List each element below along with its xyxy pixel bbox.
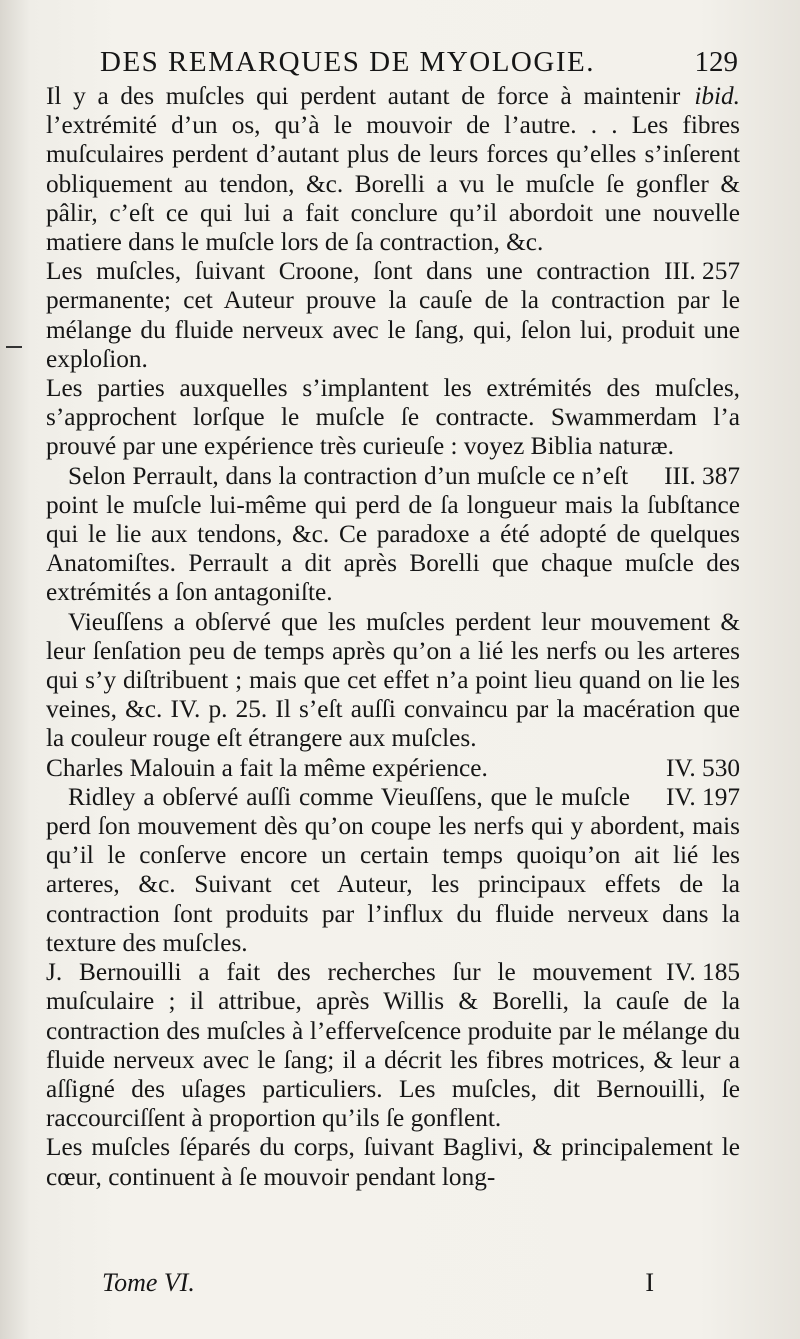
reference: IV. 530: [665, 753, 740, 782]
page-header: [100, 46, 740, 82]
reference: ibid.: [694, 82, 740, 110]
paragraph-text: Vieuſſens a obſervé que les muſcles perdent leur mouvement & leur ſenſation peu de temps après qu’on a lié les nerfs ou les arteres qui s’y diſtribuent ; mais que cet effet n’a point lieu quand on lie les veines, &c. IV. p. 25. Il s’eſt auſſi convaincu par la macération que la couleur rouge eſt étrangere aux muſcles.: [46, 607, 740, 753]
paragraph-text: J. Bernouilli a fait des recherches ſur le mouvement muſculaire ; il attribue, après Willis & Borelli, la cauſe de la contraction des muſcles à l’effervеſcence produite par le mélange du fluide nerveux avec le ſang; il a décrit les fibres motrices, & leur a aſſigné des uſages particuliers. Les muſcles, dit Bernouilli, ſe raccourciſſent à proportion qu’ils ſe gonflent.: [46, 958, 740, 1133]
paragraph-6: [46, 754, 740, 783]
body-text: [46, 82, 740, 1192]
gathering-mark: I: [645, 1268, 654, 1297]
reference: III. 387: [664, 461, 740, 490]
paragraph-5: [46, 608, 740, 754]
paragraph-2: [46, 257, 740, 374]
paragraph-text: Les muſcles, ſuivant Croone, ſont dans une contraction permanente; cet Auteur prouve la cauſe de la contraction par le mélange du fluide nerveux avec le ſang, qui, ſelon lui, produit une exploſion.: [46, 257, 740, 373]
paragraph-text: Ridley a obſervé auſſi comme Vieuſſens, que le muſcle perd ſon mouvement dès qu’on coupe les nerfs qui y abordent, mais qu’il le conſerve encore un certain temps quoiqu’on ait lié les arteres, &c. Suivant cet Auteur, les principaux effets de la contraction ſont produits par l’influx du fluide nerveux dans la texture des muſcles.: [46, 782, 740, 957]
paragraph-8: [46, 958, 740, 1133]
page-footer: [46, 1268, 740, 1302]
paragraph-text: Les parties auxquelles s’implantent les extrémités des muſcles, s’approchent lorſque le muſcle ſe contracte. Swammerdam l’a prouvé par une expérience très curieuſe : voyez Biblia naturæ.: [46, 374, 740, 461]
reference: III. 257: [664, 257, 740, 286]
volume-signature: Tome VI.: [102, 1268, 195, 1297]
paragraph-7: [46, 783, 740, 958]
paragraph-text: Les muſcles ſéparés du corps, ſuivant Baglivi, & principalement le cœur, continuent à ſe mouvoir pendant long-: [46, 1133, 740, 1191]
paragraph-4: [46, 462, 740, 608]
paragraph-3: [46, 374, 740, 462]
paragraph-text: Selon Perrault, dans la contraction d’un muſcle ce n’eſt point le muſcle lui-même qui perd de ſa longueur mais la ſubſtance qui le lie aux tendons, &c. Ce paradoxe a été adopté de quelques Anatomiſtes. Perrault a dit après Borelli que chaque muſcle des extrémités a ſon antagoniſte.: [46, 461, 740, 607]
paragraph-9: [46, 1133, 740, 1191]
margin-mark: [6, 346, 22, 348]
paragraph-1: [46, 82, 740, 257]
paragraph-text: Charles Malouin a fait la même expérience.: [46, 753, 488, 782]
paragraph-text: Il y a des muſcles qui perdent autant de force à maintenir l’extrémité d’un os, qu’à le mouvoir de l’autre. . . Les fibres muſculaires perdent d’autant plus de leurs forces qu’elles s’inſerent obliquement au tendon, &c. Borelli a vu le muſcle ſe gonfler & pâlir, c’eſt ce qui lui a fait conclure qu’il abordoit une nouvelle matiere dans le muſcle lors de ſa contraction, &c.: [46, 82, 740, 257]
page-number: 129: [694, 46, 738, 78]
running-head: DES REMARQUES DE MYOLOGIE.: [100, 46, 595, 78]
reference: IV. 185: [665, 958, 740, 987]
reference: IV. 197: [665, 782, 740, 811]
